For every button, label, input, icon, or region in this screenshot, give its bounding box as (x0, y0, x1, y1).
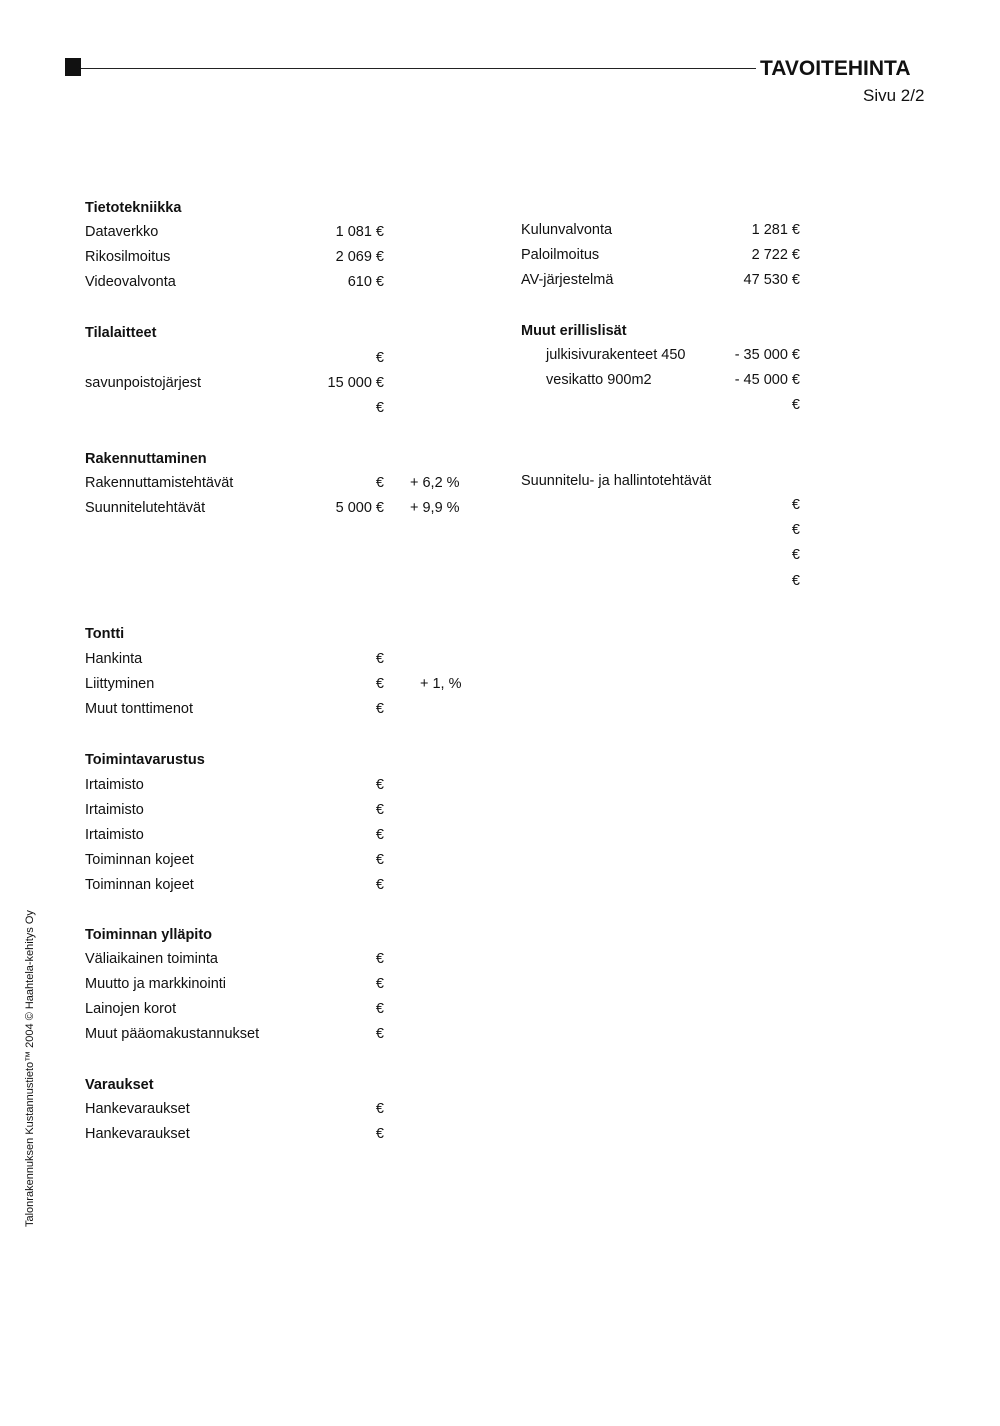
page-number: Sivu 2/2 (863, 86, 925, 105)
section-heading-toimintavarustus: Toimintavarustus (85, 752, 205, 768)
row-value: 15 000 € (327, 375, 384, 391)
row-value: € (375, 802, 384, 818)
row-value: - 35 000 € (734, 347, 800, 363)
row-label: Muutto ja markkinointi (85, 976, 227, 992)
row-label: Lainojen korot (85, 1001, 177, 1017)
row-label: Toiminnan kojeet (85, 852, 194, 868)
row-value: 2 722 € (751, 247, 800, 263)
row-value: 47 530 € (743, 272, 800, 288)
row-label: Hankevaraukset (85, 1101, 190, 1117)
row-label: Toiminnan kojeet (85, 877, 194, 893)
row-value: € (375, 676, 384, 692)
row-label: Muut tonttimenot (85, 701, 193, 717)
section-heading-toiminnan-yllapito: Toiminnan ylläpito (85, 927, 213, 943)
row-value: € (375, 877, 384, 893)
row-value: 1 281 € (751, 222, 800, 238)
row-value: € (375, 976, 384, 992)
section-heading-tontti: Tontti (85, 626, 125, 642)
row-value: 2 069 € (335, 249, 384, 265)
section-heading-rakennuttaminen: Rakennuttaminen (85, 451, 207, 467)
row-label: vesikatto 900m2 (546, 372, 652, 388)
row-value: € (375, 1101, 384, 1117)
section-heading-tilalaitteet: Tilalaitteet (85, 325, 157, 341)
section-heading-varaukset: Varaukset (85, 1077, 154, 1093)
row-label: Kulunvalvonta (521, 222, 613, 238)
row-value: € (375, 651, 384, 667)
row-label: Videovalvonta (85, 274, 176, 290)
row-label: Rikosilmoitus (85, 249, 171, 265)
row-value: € (375, 951, 384, 967)
row-value: € (375, 1001, 384, 1017)
row-percent: + 6,2 % (410, 475, 460, 491)
row-value: € (375, 1026, 384, 1042)
row-value: € (375, 350, 384, 366)
row-label: Rakennuttamistehtävät (85, 475, 234, 491)
section-heading-muut-erillislisat: Muut erillislisät (521, 323, 627, 339)
row-label: Hankevaraukset (85, 1126, 190, 1142)
row-value: - 45 000 € (734, 372, 800, 388)
page-title: TAVOITEHINTA (760, 57, 911, 80)
row-value: € (375, 827, 384, 843)
row-label: AV-järjestelmä (521, 272, 614, 288)
row-label: Suunnitelu- ja hallintotehtävät (521, 473, 712, 489)
row-label: Irtaimisto (85, 777, 144, 793)
row-value: 5 000 € (335, 500, 384, 516)
header-marker (65, 58, 81, 76)
row-label: Muut pääomakustannukset (85, 1026, 260, 1042)
row-percent: + 9,9 % (410, 500, 460, 516)
row-value: € (791, 522, 800, 538)
row-value: € (791, 573, 800, 589)
row-label: Dataverkko (85, 224, 159, 240)
row-value: € (375, 777, 384, 793)
row-label: Suunnitelutehtävät (85, 500, 206, 516)
row-label: savunpoistojärjest (85, 375, 202, 391)
row-value: € (375, 701, 384, 717)
row-label: Paloilmoitus (521, 247, 600, 263)
row-value: € (791, 397, 800, 413)
section-heading-tietotekniikka: Tietotekniikka (85, 200, 182, 216)
row-value: € (375, 475, 384, 491)
row-value: 1 081 € (335, 224, 384, 240)
row-label: Irtaimisto (85, 827, 144, 843)
row-label: Irtaimisto (85, 802, 144, 818)
row-value: € (791, 497, 800, 513)
row-value: € (375, 400, 384, 416)
row-value: € (375, 852, 384, 868)
header-rule (81, 68, 756, 69)
row-label: Liittyminen (85, 676, 155, 692)
sidebar-copyright: Talonrakennuksen Kustannustieto™ 2004 © Haahtela-kehitys Oy (24, 910, 36, 1227)
row-label: Väliaikainen toiminta (85, 951, 218, 967)
row-value: € (375, 1126, 384, 1142)
row-value: 610 € (347, 274, 384, 290)
row-label: Hankinta (85, 651, 143, 667)
row-label: julkisivurakenteet 450 (546, 347, 686, 363)
row-value: € (791, 547, 800, 563)
row-percent: + 1, % (420, 676, 462, 692)
